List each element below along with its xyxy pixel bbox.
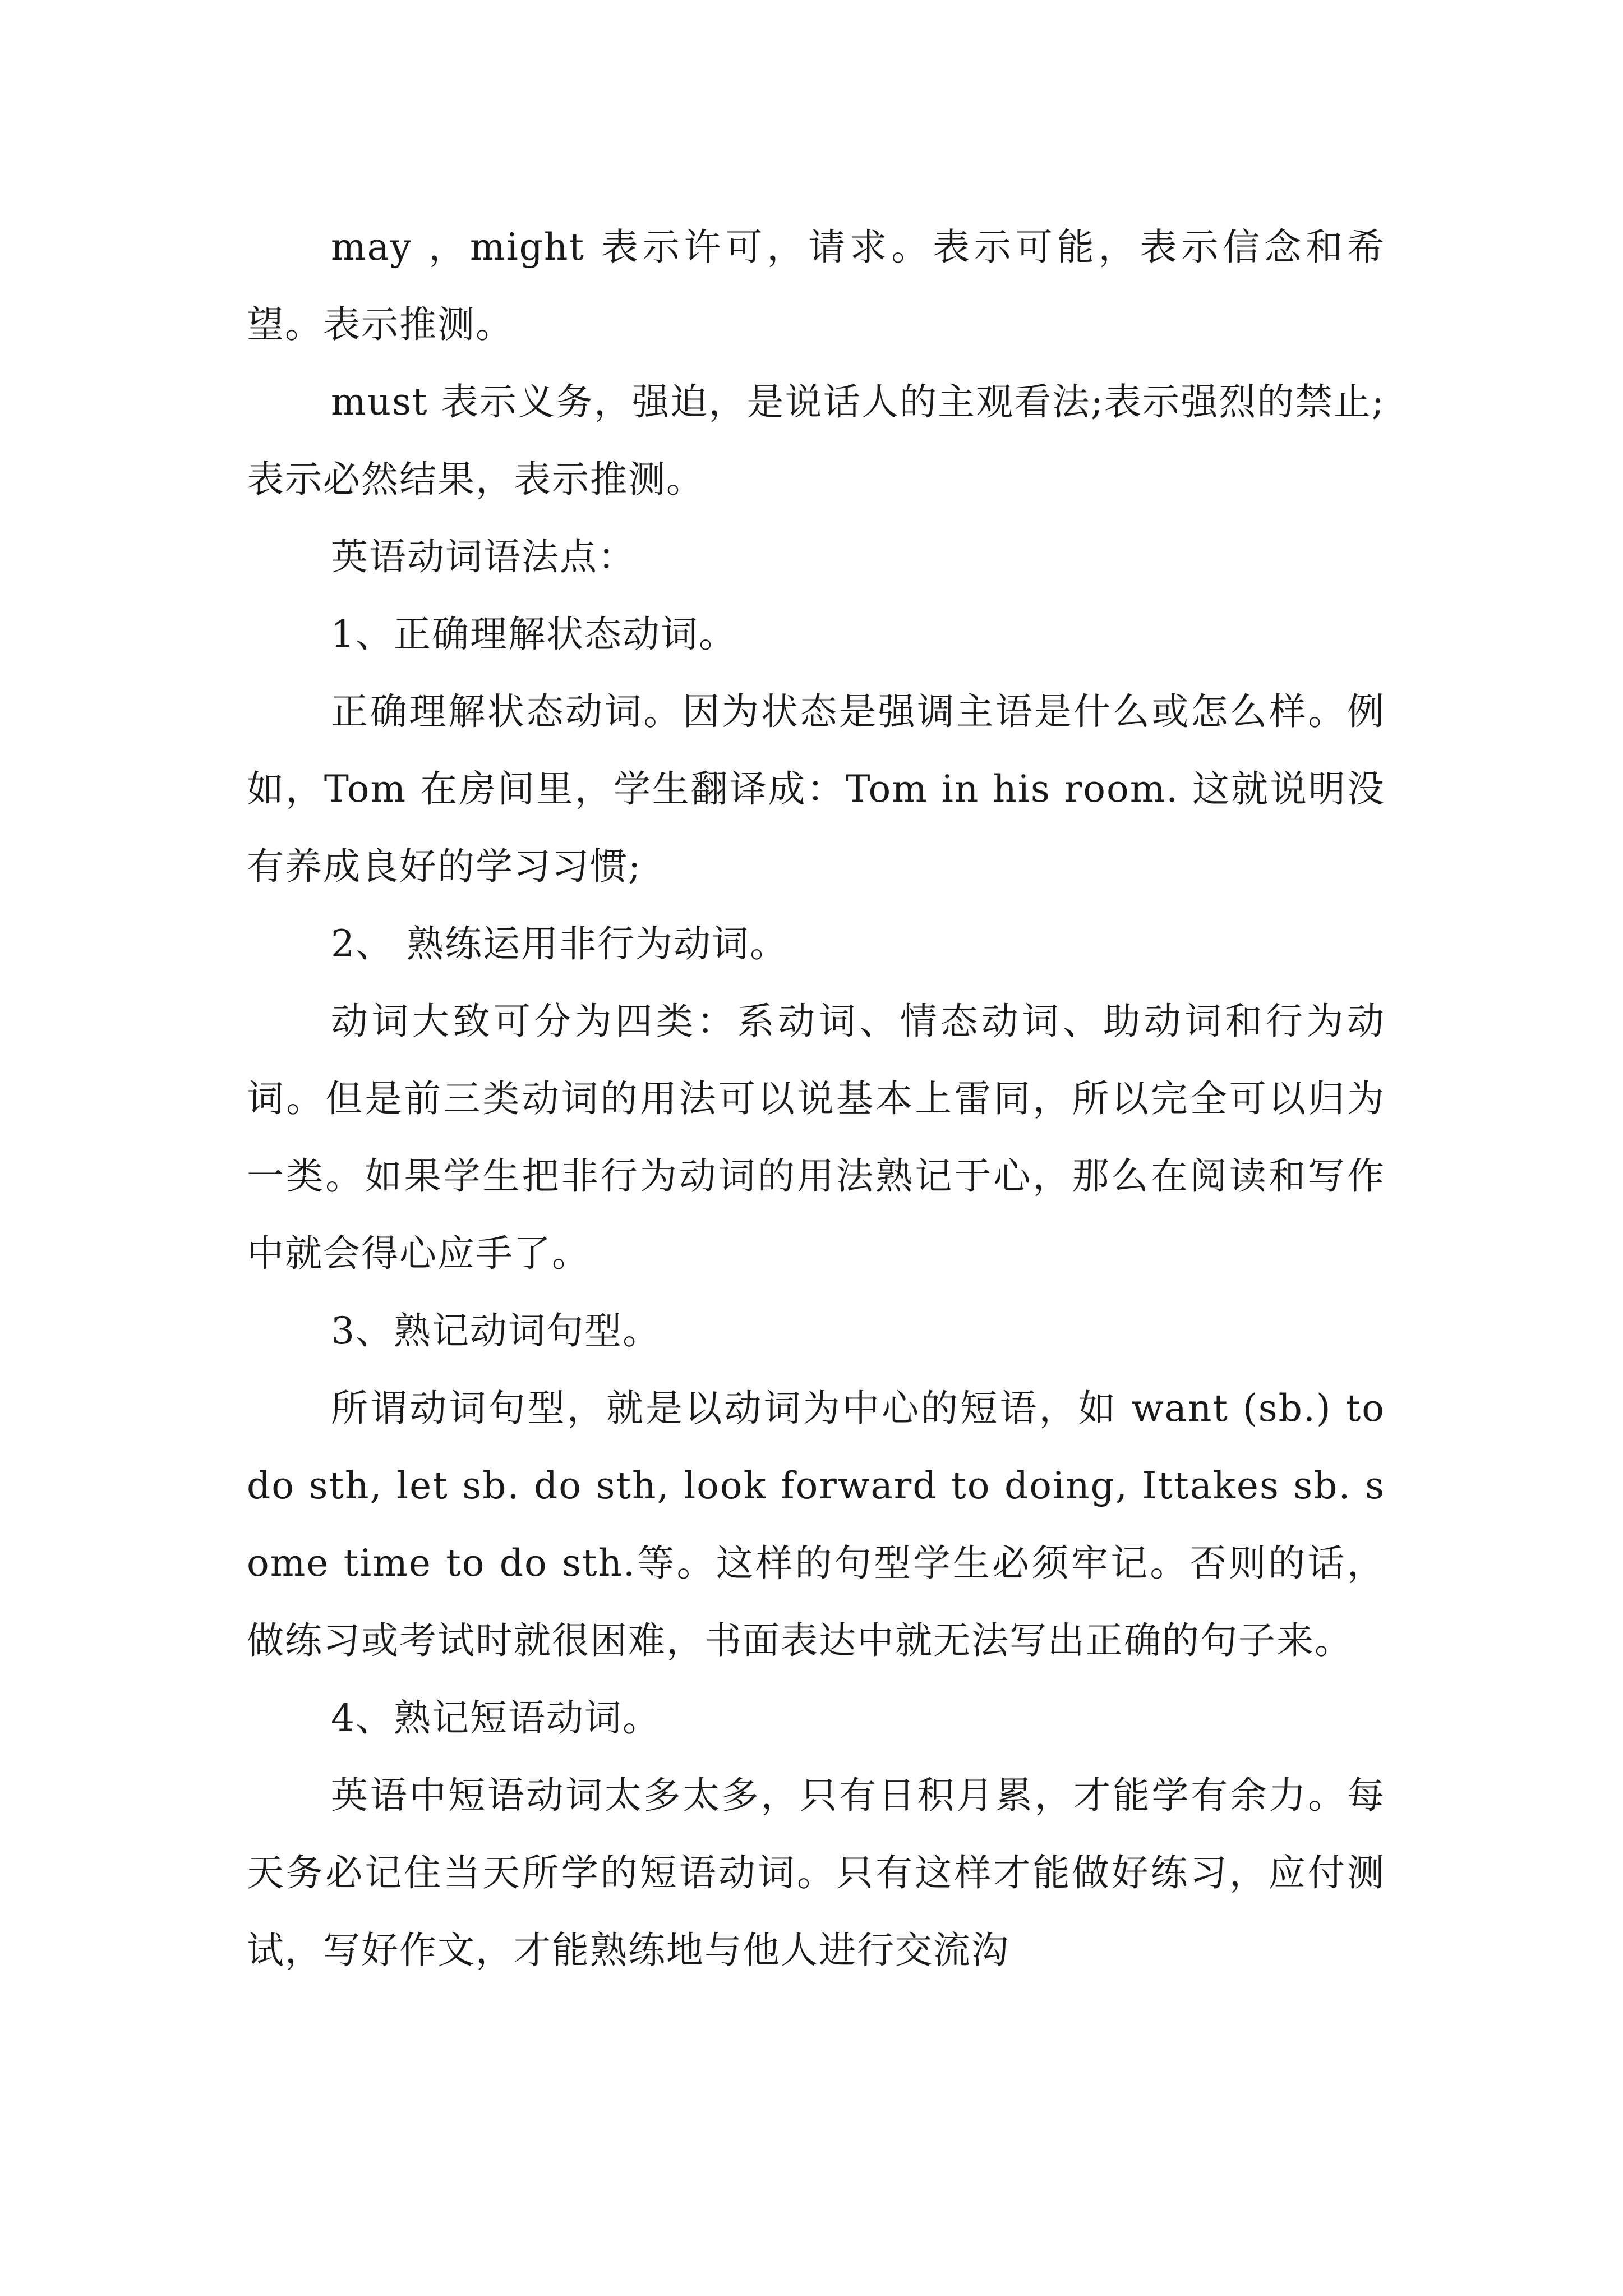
- point-2-heading: 2、 熟练运用非行为动词。: [331, 922, 788, 965]
- point-3-heading: 3、熟记动词句型。: [331, 1309, 661, 1352]
- document-body: [247, 209, 1385, 1989]
- point-2-body: 动词大致可分为四类：系动词、情态动词、助动词和行为动词。但是前三类动词的用法可以说基本上雷同，所以完全可以归为一类。如果学生把非行为动词的用法熟记于心，那么在阅读和写作中就会得心应手了。: [247, 1000, 1385, 1275]
- section-heading-verb-grammar: 英语动词语法点：: [331, 535, 636, 578]
- point-4-body: 英语中短语动词太多太多，只有日积月累，才能学有余力。每天务必记住当天所学的短语动词。只有这样才能做好练习，应付测试，写好作文，才能熟练地与他人进行交流沟: [247, 1774, 1385, 1972]
- paragraph-modal-must: must 表示义务，强迫，是说话人的主观看法;表示强烈的禁止;表示必然结果，表示推测。: [247, 380, 1385, 501]
- point-3-body: 所谓动词句型，就是以动词为中心的短语，如 want (sb.) to do sth, let sb. do sth, look forward to doing, Ittakes sb. some time to do sth.等。这样的句型学生必须牢记。否则的话，做练习或考试时就很困难，书面表达中就无法写出正确的句子来。: [247, 1387, 1385, 1662]
- point-4-heading: 4、熟记短语动词。: [331, 1696, 661, 1740]
- point-1-body: 正确理解状态动词。因为状态是强调主语是什么或怎么样。例如，Tom 在房间里，学生翻译成：Tom in his room. 这就说明没有养成良好的学习习惯;: [247, 690, 1385, 888]
- point-1-heading: 1、正确理解状态动词。: [331, 613, 737, 656]
- paragraph-modal-may-might: may ，might 表示许可，请求。表示可能，表示信念和希望。表示推测。: [247, 226, 1385, 346]
